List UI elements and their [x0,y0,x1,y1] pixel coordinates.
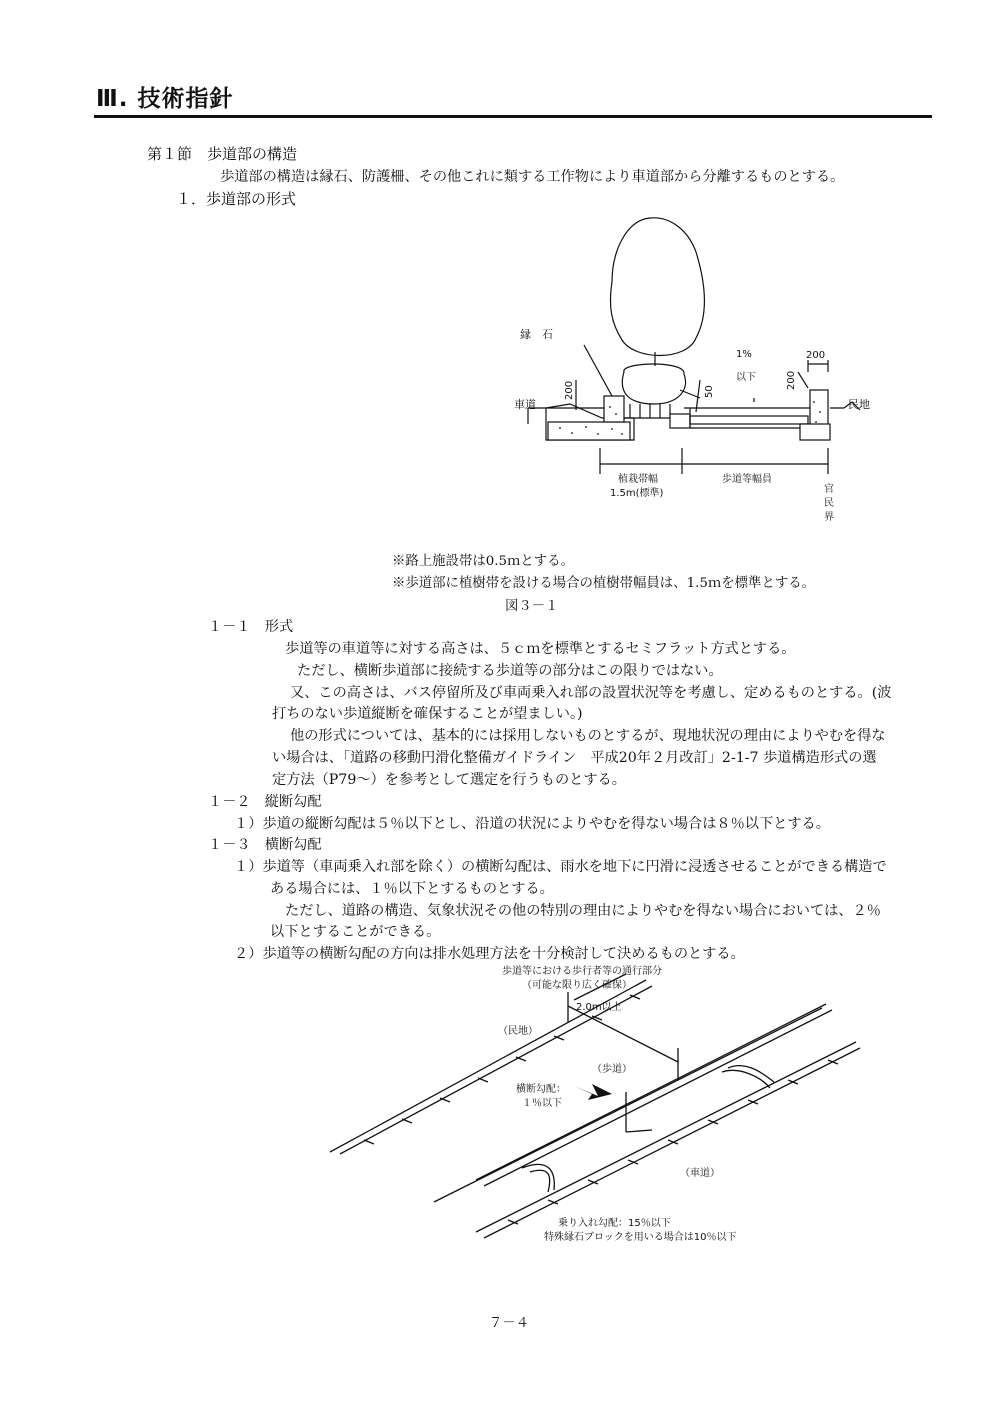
label-roadway: 車道 [514,398,536,411]
para-other-forms-3: 定方法（P79～）を参考として選定を行うものとする。 [272,772,626,788]
driveway-right [722,1070,770,1088]
para-cross-slope-2: ある場合には、１％以下とするものとする。 [270,881,554,897]
passage-label-2: （可能な限り広く確保） [522,980,632,991]
para-bus-stop-2: 打ちのない歩道縦断を確保することが望ましい。) [272,706,583,722]
private-land-label: （民地） [498,1026,538,1037]
label-curb: 縁 石 [520,328,553,341]
para-cross-slope-exception-2: 以下とすることができる。 [270,924,441,940]
roadway-label: （車道） [680,1168,720,1179]
planting-width-standard: 1.5m(標準) [610,488,664,499]
page-number: ７－４ [489,1316,530,1331]
left-curb [604,396,624,422]
boundary-label-3: 界 [824,512,834,523]
slope-label-2: 以下 [736,372,756,383]
subheading-sidewalk-form: １．歩道部の形式 [176,190,297,208]
boundary-label-1: 官 [824,484,834,495]
item-heading-1-2: １－２ 縦断勾配 [208,794,322,810]
para-cross-slope-1: １）歩道等（車両乗入れ部を除く）の横断勾配は、雨水を地下に円滑に浸透させることができる構造で [234,859,887,875]
para-cross-slope-exception-1: ただし、道路の構造、気象状況その他の特別の理由によりやむを得ない場合においては、２％ [285,903,881,919]
figure-note-1: ※路上施設帯は0.5ｍとする。 [392,554,574,569]
section-heading: 第１節 歩道部の構造 [147,145,298,163]
small-curb [670,414,690,428]
para-height: 歩道等の車道等に対する高さは、５ｃｍを標準とするセミフラット方式とする。 [285,641,796,657]
para-bus-stop-1: 又、この高さは、バス停留所及び車両乗入れ部の設置状況等を考慮し、定めるものとする。(波 [290,685,892,701]
chapter-title: Ⅲ. 技術指針 [96,86,234,112]
sidewalk-width-label: 歩道等幅員 [722,474,772,485]
planting-width-label: 植栽帯幅 [618,474,658,485]
sidewalk-perspective-figure [326,962,866,1252]
dim-50: 50 [704,385,715,398]
root-ball [622,364,685,404]
dim-200-top: 200 [806,350,826,361]
entry-slope-label-2: 特殊縁石ブロックを用いる場合は10％以下 [544,1232,737,1243]
para-longitudinal-slope: １）歩道の縦断勾配は５％以下とし、沿道の状況によりやむを得ない場合は８％以下とする。 [234,816,830,832]
item-heading-1-3: １－３ 横断勾配 [208,837,322,853]
cross-slope-label-1: 横断勾配： [516,1084,566,1095]
width-label: 2.0m以上 [576,1002,622,1013]
dim-200-right-vertical: 200 [786,370,797,390]
title-rule [94,115,932,118]
para-slope-direction: ２）歩道等の横断勾配の方向は排水処理方法を十分検討して決めるものとする。 [234,946,745,962]
item-heading-1-1: １－１ 形式 [208,619,294,635]
cross-section-figure [500,212,920,532]
slope-arrow [574,1084,612,1100]
para-other-forms-2: い場合は、「道路の移動円滑化整備ガイドライン 平成20年２月改訂」2-1-7 歩道構造形式の選 [272,750,877,766]
tree-crown [610,218,704,356]
figure-note-2: ※歩道部に植樹帯を設ける場合の植樹帯幅員は、1.5ｍを標準とする。 [392,576,816,591]
dim-200-left: 200 [564,380,575,400]
label-private-land: 民地 [848,398,870,411]
boundary-label-2: 民 [824,498,834,509]
entry-slope-label-1: 乗り入れ勾配：15％以下 [558,1218,671,1229]
figure-caption: 図３－１ [505,599,559,614]
sidewalk-label: （歩道） [592,1064,632,1075]
para-other-forms-1: 他の形式については、基本的には採用しないものとするが、現地状況の理由によりやむを得な [290,728,886,744]
para-exception: ただし、横断歩道部に接続する歩道等の部分はこの限りではない。 [297,663,723,679]
cross-slope-label-2: １％以下 [522,1098,562,1109]
slope-label-1: 1% [736,349,752,360]
passage-label-1: 歩道等における歩行者等の通行部分 [502,966,662,977]
section-intro: 歩道部の構造は縁石、防護柵、その他これに類する工作物により車道部から分離するものとする。 [220,169,845,185]
